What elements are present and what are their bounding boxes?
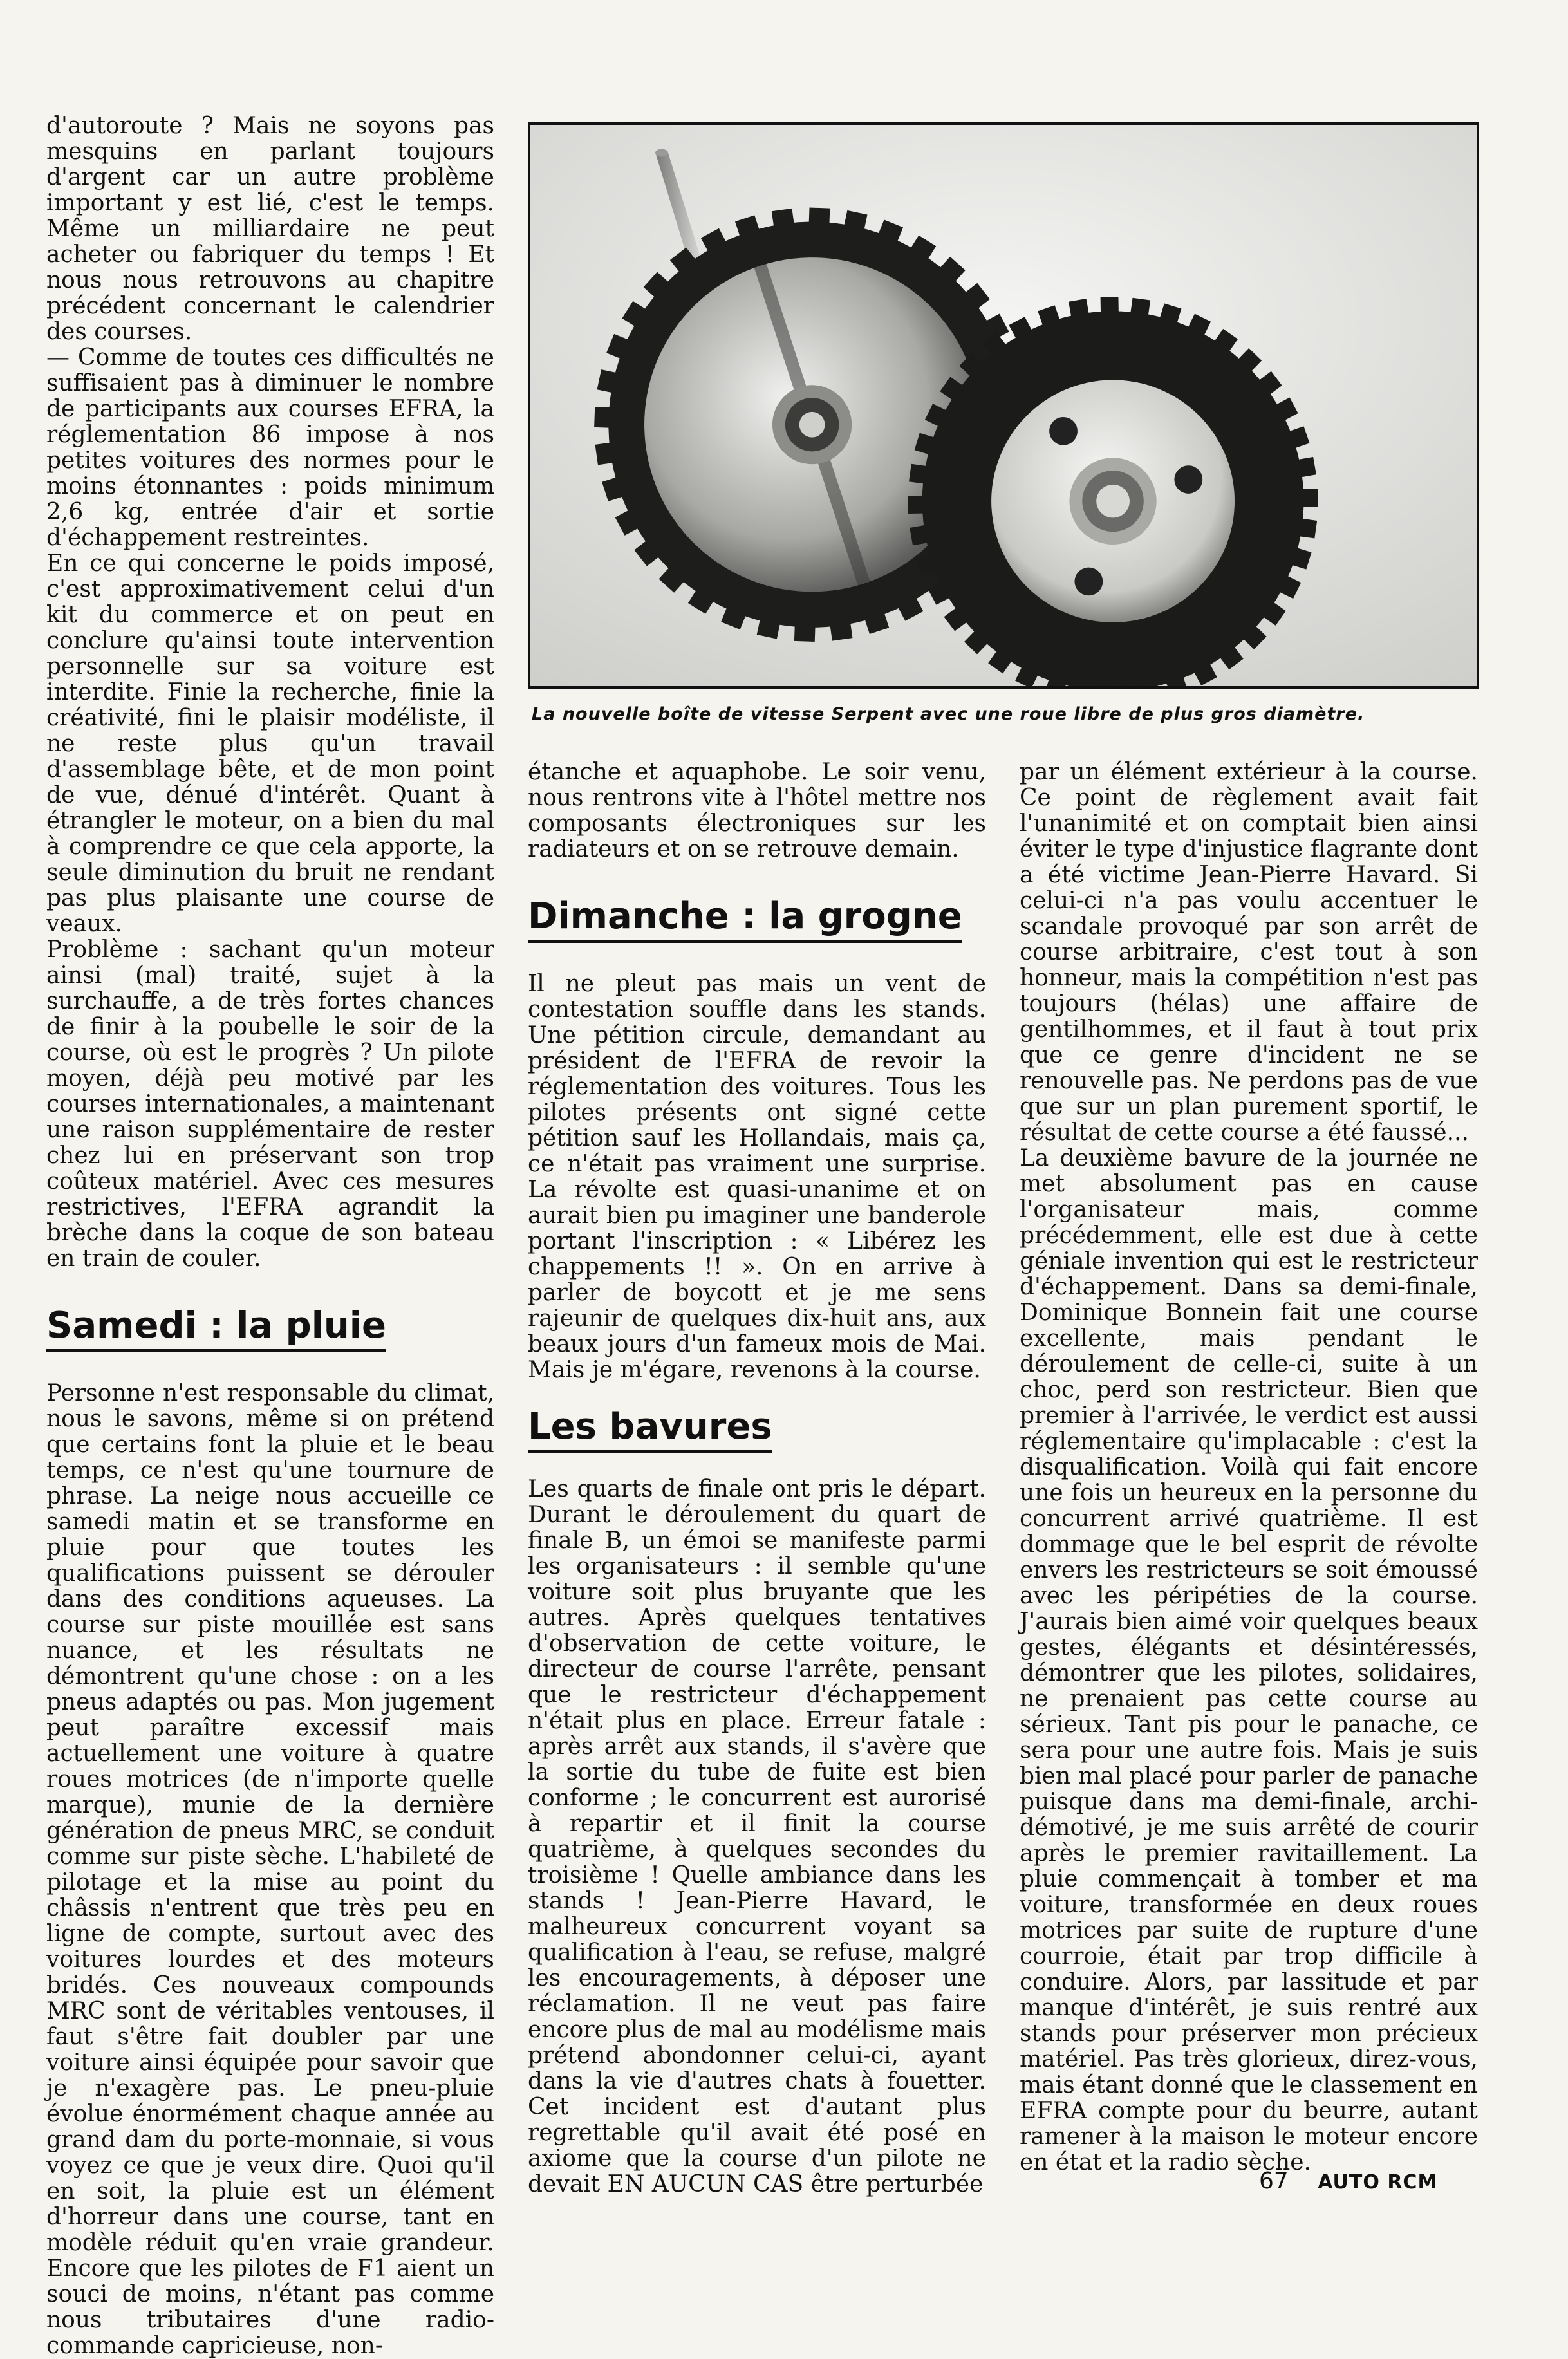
paragraph: En ce qui concerne le poids imposé, c'est approximativement celui d'un kit du commerce et on peut en conclure qu'ainsi toute intervention personnelle sur sa voiture est interdite. Finie la recherche, finie la créativité, fini le plaisir modéliste, il ne reste plus qu'un travail d'assemblage bête, et de mon point de vue, dénué d'intérêt. Quant à étrangler le moteur, on a bien du mal à comprendre ce que cela apporte, la seule diminution du bruit ne rendant pas plus plaisante une course de veaux. [46, 550, 494, 937]
paragraph: Personne n'est responsable du climat, nous le savons, même si on prétend que certains font la pluie et le beau temps, ce n'est qu'une tournure de phrase. La neige nous accueille ce samedi matin et se transforme en pluie pour que toutes les qualifications puissent se dérouler dans des conditions aqueuses. La course sur piste mouillée est sans nuance, et les résultats ne démontrent qu'une chose : on a les pneus adaptés ou pas. Mon jugement peut paraître excessif mais actuellement une voiture à quatre roues motrices (de n'importe quelle marque), munie de la dernière génération de pneus MRC, se conduit comme sur piste sèche. L'habileté de pilotage et la mise au point du châssis n'entrent que très peu en ligne de compte, surtout avec des voitures lourdes et des moteurs bridés. Ces nouveaux compounds MRC sont de véritables ventouses, il faut s'être fait doubler par une voiture ainsi équipée pour savoir que je n'exagère pas. Le pneu-pluie évolue énormément chaque année au grand dam du porte-monnaie, si vous voyez ce que je veux dire. Quoi qu'il en soit, la pluie est un élément d'horreur dans une course, tant en modèle réduit qu'en vraie grandeur. Encore que les pilotes de F1 aient un souci de moins, n'étant pas comme nous tributaires d'une radio-commande capricieuse, non- [46, 1380, 494, 2359]
paragraph: par un élément extérieur à la course. Ce point de règlement avait fait l'unanimité et on comptait bien ainsi éviter le type d'injustice flagrante dont a été victime Jean-Pierre Havard. Si celui-ci n'a pas voulu accentuer le scandale provoqué par son arrêt de course arbitraire, c'est tout à son honneur, mais la compétition n'est pas toujours (hélas) une affaire de gentilhommes, et il faut à tout prix que ce genre d'incident ne se renouvelle pas. Ne perdons pas de vue que sur un plan purement sportif, le résultat de cette course a été faussé... [1020, 759, 1478, 1146]
paragraph: — Comme de toutes ces difficultés ne suffisaient pas à diminuer le nombre de participants aux courses EFRA, la réglementation 86 impose à nos petites voitures des normes pour le moins étonnantes : poids minimum 2,6 kg, entrée d'air et sortie d'échappement restreintes. [46, 344, 494, 551]
section-heading-dimanche: Dimanche : la grogne [528, 896, 962, 943]
page-number: 67 [1259, 2168, 1289, 2194]
paragraph: Problème : sachant qu'un moteur ainsi (mal) traité, sujet à la surchauffe, a de très fortes chances de finir à la poubelle le soir de la course, où est le progrès ? Un pilote moyen, déjà peu motivé par les courses internationales, a maintenant une raison supplémentaire de rester chez lui en préservant son trop coûteux matériel. Avec ces mesures restrictives, l'EFRA agrandit la brèche dans la coque de son bateau en train de couler. [46, 937, 494, 1272]
article-column-left [46, 113, 494, 2359]
section-heading-samedi: Samedi : la pluie [46, 1305, 386, 1352]
gearbox-photo [528, 122, 1479, 689]
section-heading-bavures: Les bavures [528, 1406, 772, 1453]
photo-caption: La nouvelle boîte de vitesse Serpent avec une roue libre de plus gros diamètre. [532, 704, 1365, 724]
magazine-name: AUTO RCM [1318, 2171, 1438, 2194]
paragraph: La deuxième bavure de la journée ne met absolument pas en cause l'organisateur mais, comme précédemment, elle est due à cette géniale invention qui est le restricteur d'échappement. Dans sa demi-finale, Dominique Bonnein fait une course excellente, mais pendant le déroulement de celle-ci, suite à un choc, perd son restricteur. Bien que premier à l'arrivée, le verdict est aussi réglementaire qu'implacable : c'est la disqualification. Voilà qui fait encore une fois un heureux en la personne du concurrent arrivé quatrième. Il est dommage que le bel esprit de révolte envers les restricteurs se soit émoussé avec les péripéties de la course. J'aurais bien aimé voir quelques beaux gestes, élégants et désintéressés, démontrer que les pilotes, solidaires, ne prenaient pas cette course au sérieux. Tant pis pour le panache, ce sera pour une autre fois. Mais je suis bien mal placé pour parler de panache puisque dans ma demi-finale, archi-démotivé, je me suis arrêté de courir après le premier ravitaillement. La pluie commençait à tomber et ma voiture, transformée en deux roues motrices par suite de rupture d'une courroie, était par trop difficile à conduire. Alors, par lassitude et par manque d'intérêt, je suis rentré aux stands pour préserver mon précieux matériel. Pas très glorieux, direz-vous, mais étant donné que le classement en EFRA compte pour du beurre, autant ramener à la maison le moteur encore en état et la radio sèche. [1020, 1145, 1478, 2176]
paragraph: Il ne pleut pas mais un vent de contestation souffle dans les stands. Une pétition circule, demandant au président de l'EFRA de revoir la réglementation des voitures. Tous les pilotes présents ont signé cette pétition sauf les Hollandais, mais ça, ce n'était pas vraiment une surprise. La révolte est quasi-unanime et on aurait bien pu imaginer une banderole portant l'inscription : « Libérez les chappements !! ». On en arrive à parler de boycott et je me sens rajeunir de quelques dix-huit ans, aux beaux jours d'un fameux mois de Mai. Mais je m'égare, revenons à la course. [528, 971, 986, 1383]
article-column-middle [528, 760, 986, 2197]
paragraph: d'autoroute ? Mais ne soyons pas mesquins en parlant toujours d'argent car un autre problème important y est lié, c'est le temps. Même un milliardaire ne peut acheter ou fabriquer du temps ! Et nous nous retrouvons au chapitre précédent concernant le calendrier des courses. [46, 113, 494, 345]
article-column-right [1020, 760, 1478, 2176]
paragraph: Les quarts de finale ont pris le départ. Durant le déroulement du quart de finale B, un émoi se manifeste parmi les organisateurs : il semble qu'une voiture soit plus bruyante que les autres. Après quelques tentatives d'observation de cette voiture, le directeur de course l'arrête, pensant que le restricteur d'échappement n'était plus en place. Erreur fatale : après arrêt aux stands, il s'avère que la sortie du tube de fuite est bien conforme ; le concurrent est aurorisé à repartir et il finit la course quatrième, à quelques secondes du troisième ! Quelle ambiance dans les stands ! Jean-Pierre Havard, le malheureux concurrent voyant sa qualification à l'eau, se refuse, malgré les encouragements, à déposer une réclamation. Il ne veut pas faire encore plus de mal au modélisme mais prétend abondonner celui-ci, ayant dans la vie d'autres chats à fouetter. Cet incident est d'autant plus regrettable qu'il avait été posé en axiome que la course d'un pilote ne devait EN AUCUN CAS être perturbée [528, 1476, 986, 2197]
gearbox-illustration [530, 125, 1477, 686]
page-footer [1259, 2168, 1437, 2194]
paragraph: étanche et aquaphobe. Le soir venu, nous rentrons vite à l'hôtel mettre nos composants électroniques sur les radiateurs et on se retrouve demain. [528, 759, 986, 862]
